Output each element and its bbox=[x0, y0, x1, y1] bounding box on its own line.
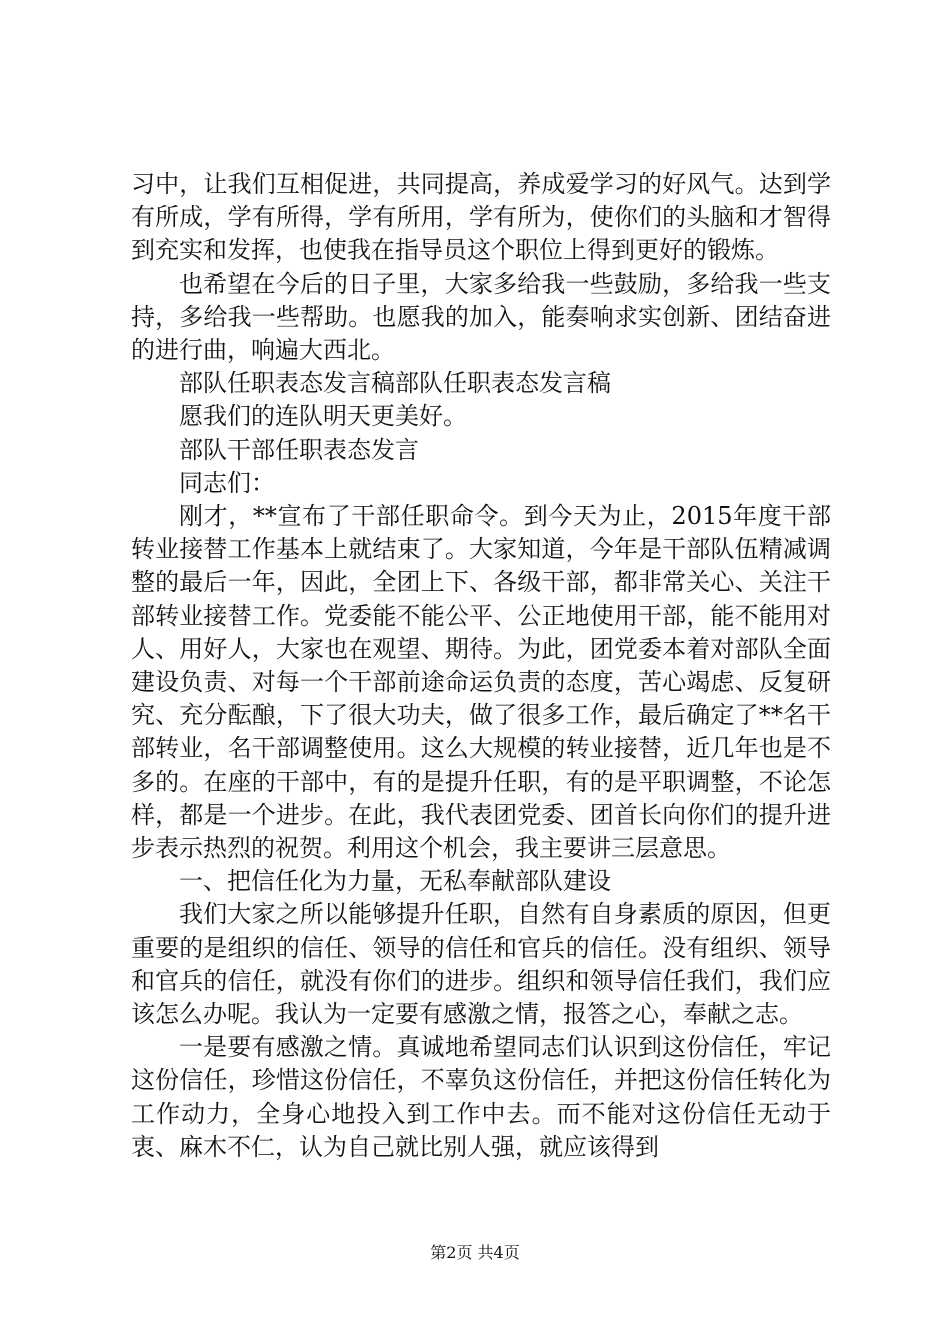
page-number-footer: 第2页 共4页 bbox=[430, 1243, 520, 1262]
section-heading-cadre-speech: 部队干部任职表态发言 bbox=[179, 435, 419, 464]
paragraph-hope: 也希望在今后的日子里，大家多给我一些鼓励，多给我一些支持，多给我一些帮助。也愿我的加入，能奏响求实创新、团结奋进的进行曲，响遍大西北。 bbox=[131, 269, 831, 365]
paragraph-appointment: 刚才，**宣布了干部任职命令。到今天为止，2015年度干部转业接替工作基本上就结束了。大家知道，今年是干部队伍精减调整的最后一年，因此，全团上下、各级干部，都非常关心、关注干部转业接替工作。党委能不能公平、公正地使用干部，能不能用对人、用好人，大家也在观望、期待。为此，团党委本着对部队全面建设负责、对每一个干部前途命运负责的态度，苦心竭虑、反复研究、充分酝酿，下了很大功夫，做了很多工作，最后确定了**名干部转业，名干部调整使用。这么大规模的转业接替，近几年也是不多的。在座的干部中，有的是提升任职，有的是平职调整，不论怎样，都是一个进步。在此，我代表团党委、团首长向你们的提升进步表示热烈的祝贺。利用这个机会，我主要讲三层意思。 bbox=[131, 502, 831, 863]
section-heading-trust: 一、把信任化为力量，无私奉献部队建设 bbox=[179, 867, 611, 896]
section-heading-speech-draft: 部队任职表态发言稿部队任职表态发言稿 bbox=[179, 369, 611, 398]
paragraph-trust: 我们大家之所以能够提升任职，自然有自身素质的原因，但更重要的是组织的信任、领导的信任和官兵的信任。没有组织、领导和官兵的信任，就没有你们的进步。组织和领导信任我们，我们应该怎么办呢。我认为一定要有感激之情，报答之心，奉献之志。 bbox=[131, 900, 831, 1029]
paragraph-continuation: 习中，让我们互相促进，共同提高，养成爱学习的好风气。达到学有所成，学有所得，学有所用，学有所为，使你们的头脑和才智得到充实和发挥，也使我在指导员这个职位上得到更好的锻炼。 bbox=[131, 170, 831, 265]
document-body bbox=[131, 168, 831, 1164]
salutation: 同志们： bbox=[179, 468, 275, 497]
paragraph-wish: 愿我们的连队明天更美好。 bbox=[179, 402, 467, 431]
paragraph-gratitude: 一是要有感激之情。真诚地希望同志们认识到这份信任，牢记这份信任，珍惜这份信任，不辜负这份信任，并把这份信任转化为工作动力，全身心地投入到工作中去。而不能对这份信任无动于衷、麻木不仁，认为自己就比别人强，就应该得到 bbox=[131, 1033, 831, 1161]
